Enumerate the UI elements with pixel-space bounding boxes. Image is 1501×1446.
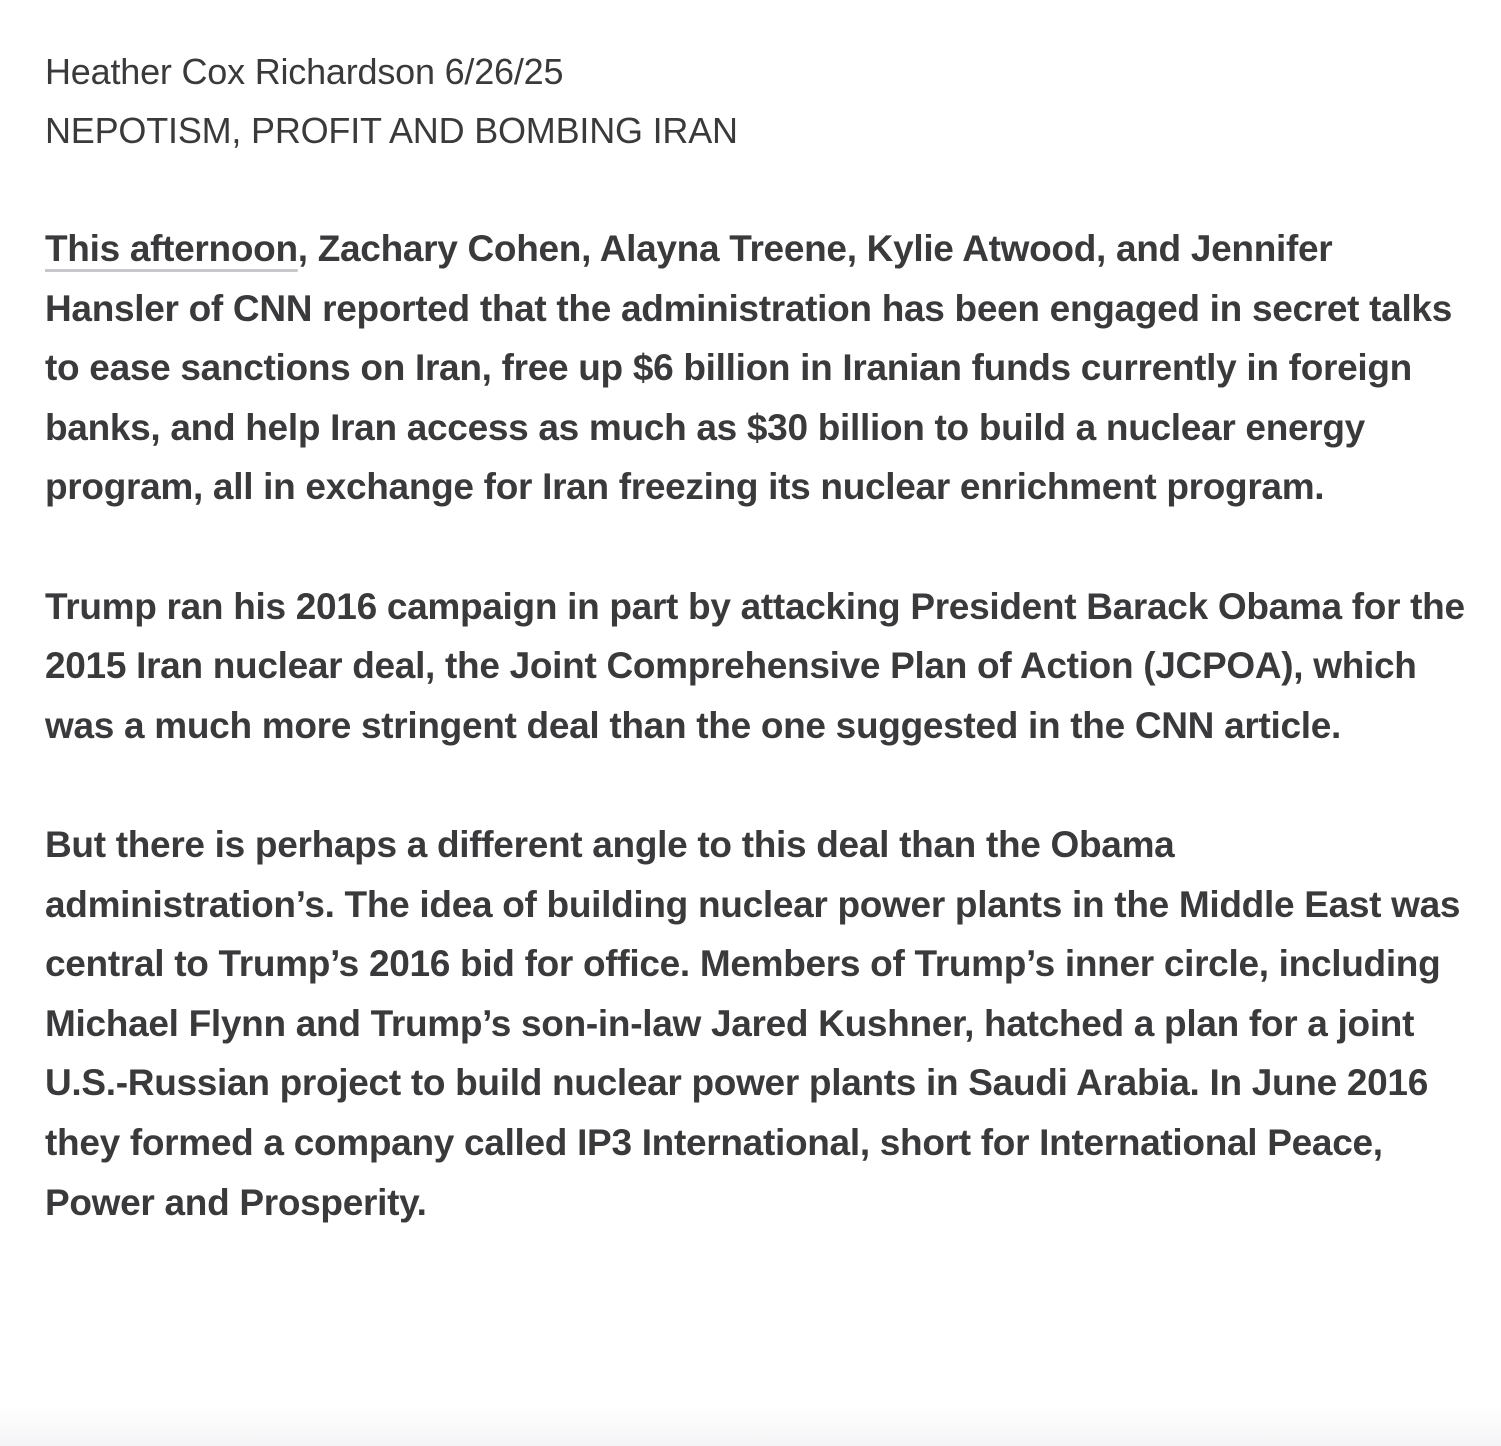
- paragraph-3: But there is perhaps a different angle to this deal than the Obama administration’s. The idea of building nuclear power plants in the Middle East was central to Trump’s 2016 bid for office. Members of Trump’s inner circle, including Michael Flynn and Trump’s son-in-law Jared Kushner, hatched a plan for a joint U.S.-Russian project to build nuclear power plants in Saudi Arabia. In June 2016 they formed a company called IP3 International, short for International Peace, Power and Prosperity.: [45, 823, 1461, 1223]
- byline: Heather Cox Richardson 6/26/25: [45, 51, 564, 92]
- paragraph-1: [45, 219, 1465, 517]
- spacer: [45, 517, 1465, 577]
- source-link[interactable]: This afternoon: [45, 228, 298, 269]
- article-title: NEPOTISM, PROFIT AND BOMBING IRAN: [45, 110, 738, 151]
- spacer: [45, 755, 1465, 815]
- spacer: [45, 160, 1465, 219]
- paragraph-1-text: , Zachary Cohen, Alayna Treene, Kylie Atwood, and Jennifer Hansler of CNN reported that the administration has been engaged in secret talks to ease sanctions on Iran, free up $6 billion in Iranian funds currently in foreign banks, and help Iran access as much as $30 billion to build a nuclear energy program, all in exchange for Iran freezing its nuclear enrichment program.: [45, 228, 1452, 508]
- bottom-fade: [0, 1406, 1501, 1446]
- document: [45, 42, 1465, 1232]
- paragraph-2: Trump ran his 2016 campaign in part by attacking President Barack Obama for the 2015 Iran nuclear deal, the Joint Comprehensive Plan of Action (JCPOA), which was a much more stringent deal than the one suggested in the CNN article.: [45, 585, 1465, 746]
